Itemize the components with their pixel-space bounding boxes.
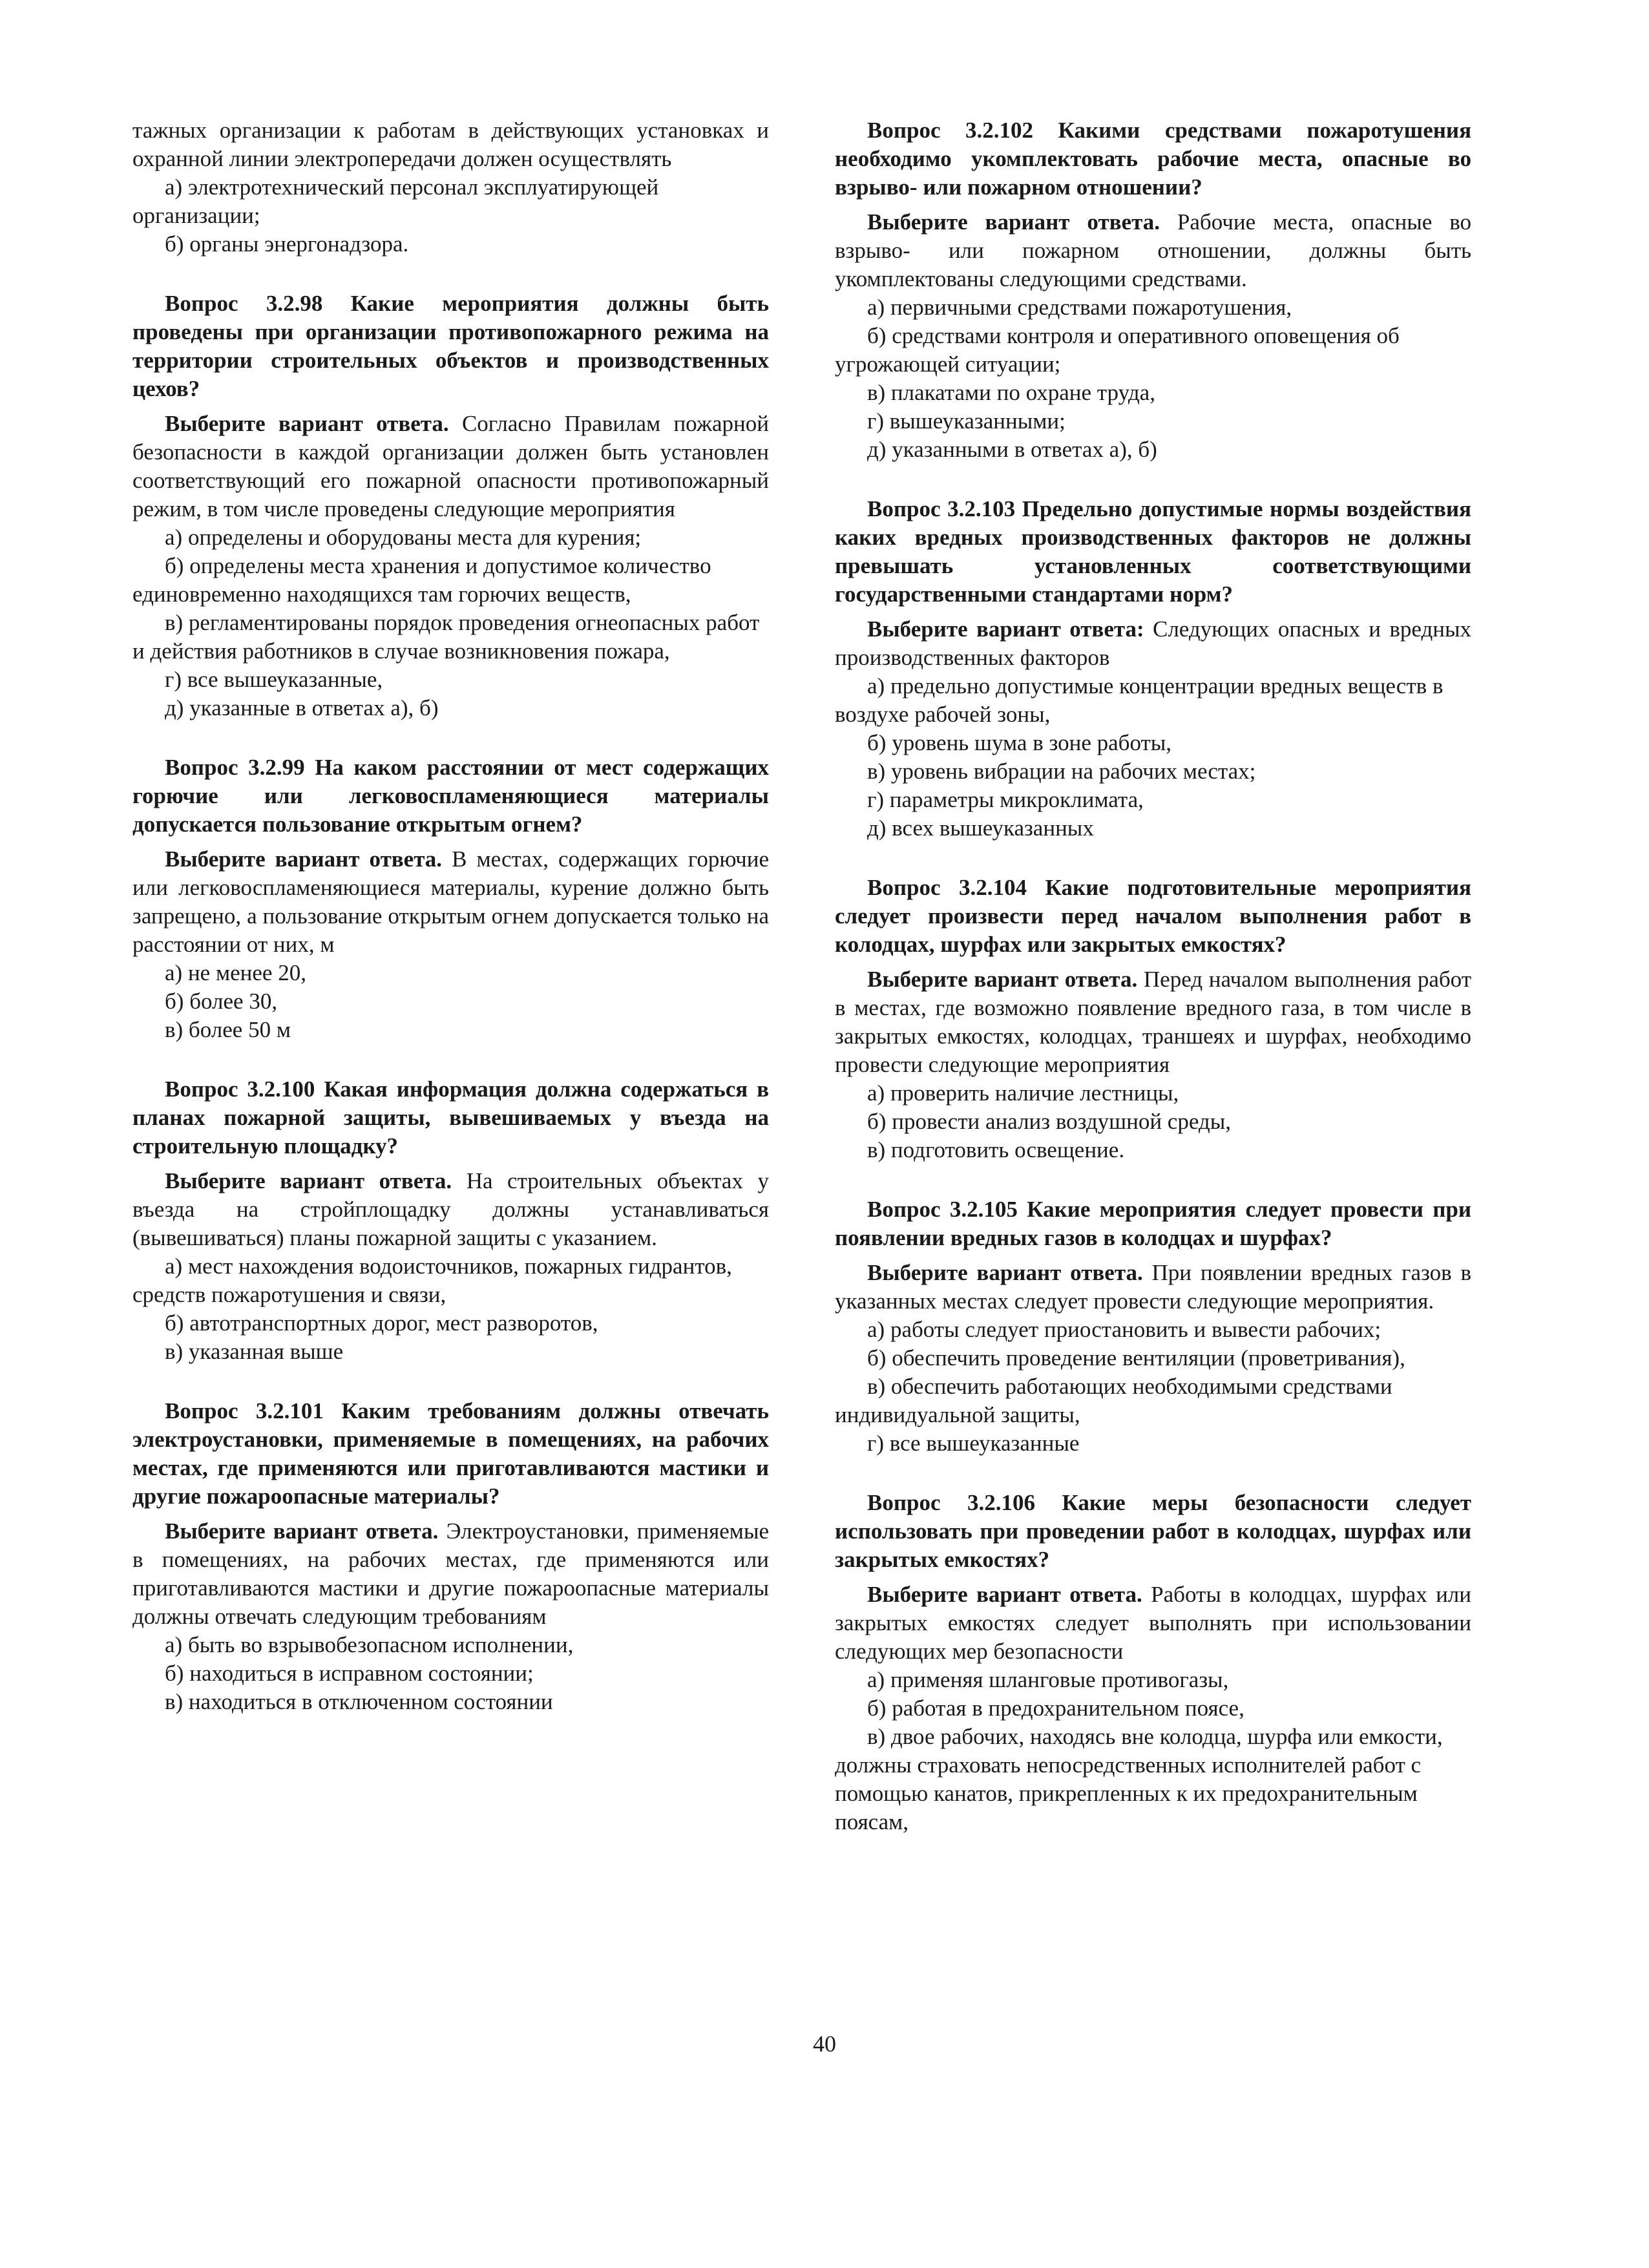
- question-heading: Вопрос 3.2.105 Какие мероприятия следует провести при появлении вредных газов в колодцах и шурфах?: [835, 1197, 1471, 1250]
- question-heading: Вопрос 3.2.104 Какие подготовительные мероприятия следует произвести перед началом выполнения работ в колодцах, шурфах или закрытых емкостях?: [835, 875, 1471, 957]
- answer-option: г) все вышеуказанные,: [165, 667, 383, 692]
- answer-option: б) средствами контроля и оперативного оповещения об угрожающей ситуации;: [835, 323, 1400, 377]
- answer-option: б) более 30,: [165, 989, 278, 1014]
- answer-option: в) регламентированы порядок проведения огнеопасных работ и действия работников в случае возникновения пожара,: [132, 610, 760, 664]
- answer-option: а) определены и оборудованы места для курения;: [165, 525, 642, 550]
- answer-option: б) работая в предохранительном поясе,: [867, 1696, 1245, 1721]
- answer-option: б) провести анализ воздушной среды,: [867, 1109, 1231, 1134]
- answer-option: в) плакатами по охране труда,: [867, 380, 1155, 405]
- answer-text: Работы в колодцах, шурфах или закрытых емкостях следует выполнять при использовании следующих мер безопасности: [835, 1582, 1472, 1664]
- answer-option: д) всех вышеуказанных: [867, 815, 1094, 841]
- answer-option: а) работы следует приостановить и вывести рабочих;: [867, 1317, 1381, 1342]
- continued-text: тажных организации к работам в действующих установках и охранной линии электропередачи должен осуществлять: [132, 118, 769, 171]
- answer-intro: [835, 1259, 1471, 1316]
- answer-intro: [835, 965, 1471, 1079]
- answer-intro: [835, 208, 1471, 293]
- answer-option: а) применяя шланговые противогазы,: [867, 1667, 1229, 1692]
- answer-lead: Выберите вариант ответа.: [867, 1260, 1143, 1285]
- answer-lead: Выберите вариант ответа.: [867, 1582, 1142, 1607]
- answer-intro: [835, 1580, 1471, 1666]
- answer-option: в) обеспечить работающих необходимыми средствами индивидуальной защиты,: [835, 1374, 1392, 1427]
- answer-lead: Выберите вариант ответа.: [867, 209, 1160, 235]
- answer-option: в) указанная выше: [165, 1339, 344, 1364]
- answer-intro: [132, 410, 769, 523]
- answer-option: а) первичными средствами пожаротушения,: [867, 295, 1292, 320]
- answer-option: д) указанными в ответах а), б): [867, 437, 1157, 462]
- answer-option: в) уровень вибрации на рабочих местах;: [867, 759, 1256, 784]
- answer-text: Рабочие места, опасные во взрыво- или пожарном отношении, должны быть укомплектованы следующими средствами.: [835, 209, 1472, 291]
- answer-option: б) определены места хранения и допустимое количество единовременно находящихся там горючих веществ,: [132, 553, 711, 607]
- question-heading: Вопрос 3.2.100 Какая информация должна содержаться в планах пожарной защиты, вывешиваемых у въезда на строительную площадку?: [132, 1076, 769, 1159]
- answer-option: а) быть во взрывобезопасном исполнении,: [165, 1632, 574, 1657]
- question-heading: Вопрос 3.2.102 Какими средствами пожаротушения необходимо укомплектовать рабочие места, опасные во взрыво- или пожарном отношении?: [835, 118, 1471, 200]
- answer-option: в) подготовить освещение.: [867, 1137, 1125, 1162]
- left-column: [132, 116, 769, 1716]
- answer-option: б) органы энергонадзора.: [165, 231, 409, 257]
- answer-option: б) находиться в исправном состоянии;: [165, 1661, 534, 1686]
- answer-lead: Выберите вариант ответа.: [165, 1168, 452, 1193]
- answer-option: г) все вышеуказанные: [867, 1431, 1080, 1456]
- answer-option: б) обеспечить проведение вентиляции (проветривания),: [867, 1345, 1405, 1370]
- answer-option: в) более 50 м: [165, 1017, 291, 1042]
- answer-option: а) предельно допустимые концентрации вредных веществ в воздухе рабочей зоны,: [835, 673, 1444, 727]
- right-column: [835, 116, 1471, 1836]
- answer-text: В местах, содержащих горючие или легковоспламеняющиеся материалы, курение должно быть запрещено, а пользование открытым огнем допускается только на расстоянии от них, м: [132, 846, 769, 957]
- answer-option: а) проверить наличие лестницы,: [867, 1080, 1179, 1106]
- question-heading: Вопрос 3.2.101 Каким требованиям должны отвечать электроустановки, применяемые в помещениях, на рабочих местах, где применяются или приготавливаются мастики и другие пожароопасные материалы?: [132, 1398, 769, 1509]
- answer-option: в) двое рабочих, находясь вне колодца, шурфа или емкости, должны страховать непосредственных исполнителей работ с помощью канатов, прикрепленных к их предохранительным поясам,: [835, 1724, 1443, 1834]
- answer-text: При появлении вредных газов в указанных местах следует провести следующие мероприятия.: [835, 1260, 1472, 1314]
- answer-option: д) указанные в ответах а), б): [165, 695, 439, 720]
- answer-option: в) находиться в отключенном состоянии: [165, 1689, 553, 1714]
- answer-option: а) мест нахождения водоисточников, пожарных гидрантов, средств пожаротушения и связи,: [132, 1254, 732, 1307]
- answer-option: а) не менее 20,: [165, 960, 306, 985]
- answer-text: Согласно Правилам пожарной безопасности в каждой организации должен быть установлен соответствующий его пожарной опасности противопожарный режим, в том числе проведены следующие мероприятия: [132, 411, 769, 521]
- answer-option: г) вышеуказанными;: [867, 408, 1066, 434]
- answer-intro: [132, 1167, 769, 1252]
- answer-option: г) параметры микроклимата,: [867, 787, 1144, 812]
- question-heading: Вопрос 3.2.103 Предельно допустимые нормы воздействия каких вредных производственных факторов не должны превышать установленных соответствующими государственными стандартами норм?: [835, 496, 1471, 607]
- page-number: 40: [813, 2031, 836, 2057]
- answer-lead: Выберите вариант ответа.: [165, 846, 443, 872]
- answer-option: б) автотранспортных дорог, мест разворотов,: [165, 1310, 598, 1336]
- answer-intro: [132, 1517, 769, 1631]
- answer-option: а) электротехнический персонал эксплуатирующей организации;: [132, 174, 659, 228]
- question-heading: Вопрос 3.2.106 Какие меры безопасности следует использовать при проведении работ в колодцах, шурфах или закрытых емкостях?: [835, 1490, 1471, 1572]
- answer-lead: Выберите вариант ответа.: [867, 967, 1138, 992]
- answer-text: Следующих опасных и вредных производственных факторов: [835, 616, 1471, 670]
- answer-option: б) уровень шума в зоне работы,: [867, 730, 1172, 755]
- answer-lead: Выберите вариант ответа.: [165, 1518, 439, 1544]
- answer-lead: Выберите вариант ответа:: [867, 616, 1144, 642]
- answer-intro: [132, 845, 769, 959]
- question-heading: Вопрос 3.2.99 На каком расстоянии от мест содержащих горючие или легковоспламеняющиеся материалы допускается пользование открытым огнем?: [132, 755, 769, 837]
- answer-lead: Выберите вариант ответа.: [165, 411, 449, 436]
- answer-intro: [835, 615, 1471, 672]
- question-heading: Вопрос 3.2.98 Какие мероприятия должны быть проведены при организации противопожарного режима на территории строительных объектов и производственных цехов?: [132, 291, 769, 401]
- answer-text: Электроустановки, применяемые в помещениях, на рабочих местах, где применяются или приготавливаются мастики и другие пожароопасные материалы должны отвечать следующим требованиям: [132, 1518, 769, 1629]
- answer-text: На строительных объектах у въезда на стройплощадку должны устанавливаться (вывешиваться) планы пожарной защиты с указанием.: [132, 1168, 770, 1250]
- answer-text: Перед началом выполнения работ в местах, где возможно появление вредного газа, в том числе в закрытых емкостях, колодцах, траншеях и шурфах, необходимо провести следующие мероприятия: [835, 967, 1471, 1077]
